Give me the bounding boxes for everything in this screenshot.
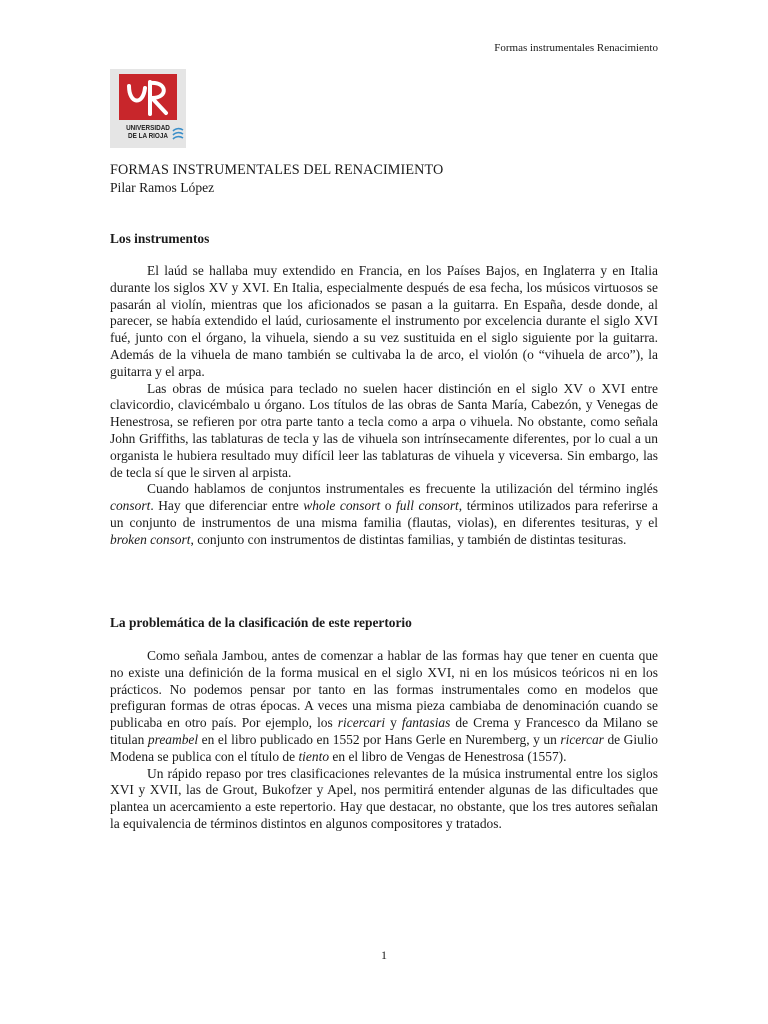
italic-term: fantasias [401,715,451,731]
document-title: FORMAS INSTRUMENTALES DEL RENACIMIENTO [110,162,444,178]
logo-mark-icon [119,74,177,120]
section-body-classification [110,648,658,833]
italic-term: preambel [147,731,199,747]
logo-text-line1: UNIVERSIDAD [126,123,170,132]
paragraph: Las obras de música para teclado no suelen hacer distinción en el siglo XV o XVI entre clavicordio, clavicémbalo u órgano. Los títulos de las obras de Santa María, Cabezón, y Venegas de Henestrosa, se refieren por otra parte tanto a tecla como a arpa o vihuela. No obstante, como señala John Griffiths, las tablaturas de tecla y las de vihuela son intrínsecamente diferentes, por lo cual a un organista le hubiera resultado muy difícil leer las tablaturas de vihuela y viceversa. Sin embargo, las de tecla sí que le sirven al arpista. [110,380,658,480]
page-number: 1 [381,948,387,962]
italic-term: consort [110,498,151,514]
logo-swoosh-icon [172,127,184,141]
section-heading-instruments: Los instrumentos [110,231,210,246]
logo-text-line2: DE LA RIOJA [127,131,169,140]
paragraph: Como señala Jambou, antes de comenzar a hablar de las formas hay que tener en cuenta que no existe una definición de la forma musical en el siglo XVI, ni en los músicos teóricos ni en los prácticos. No podemos pensar por tanto en las formas instrumentales como en modelos que prefiguran formas de otras épocas. A veces una misma pieza cambiaba de denominación cuando se publicaba en otro país. Por ejemplo, los ricercari y fantasias de Crema y Francesco da Milano se titulan preambel en el libro publicado en 1552 por Hans Gerle en Nuremberg, y un ricercar de Giulio Modena se publica con el título de tiento en el libro de Vengas de Henestrosa (1557). [110,648,659,764]
italic-term: ricercari [337,715,386,731]
italic-term: broken consort [110,531,191,547]
section-body-instruments [110,263,658,549]
italic-term: full consort [396,498,459,514]
italic-term: whole consort [303,498,381,514]
running-header: Formas instrumentales Renacimiento [494,42,658,54]
paragraph: Cuando hablamos de conjuntos instrumentales es frecuente la utilización del término inglés consort. Hay que diferenciar entre whole consort o full consort, términos utilizados para referirse a un conjunto de instrumentos de una misma familia (flautas, violas), en diferentes tesituras, y el broken consort, conjunto con instrumentos de distintas familias, y también de distintas tesituras. [110,481,658,547]
italic-term: ricercar [560,731,604,747]
paragraph: Un rápido repaso por tres clasificaciones relevantes de la música instrumental entre los siglos XVI y XVII, las de Grout, Bukofzer y Apel, nos permitirá entender algunas de las dificultades que plantea un acercamiento a este repertorio. Hay que destacar, no obstante, que los tres autores señalan la equivalencia de términos distintos en algunos compositores y tratados. [110,765,658,831]
document-author: Pilar Ramos López [110,180,215,195]
paragraph: El laúd se hallaba muy extendido en Francia, en los Países Bajos, en Inglaterra y en Italia durante los siglos XV y XVI. En Italia, especialmente después de esa fecha, los músicos virtuosos se pasarán al violín, mientras que los aficionados se pasan a la guitarra. En España, desde donde, al parecer, se había extendido el laúd, curiosamente el instrumento por excelencia durante el siglo XVI fué, junto con el órgano, la vihuela, siendo a su vez sustituida en el siglo siguiente por la guitarra. Además de la vihuela de mano también se cultivaba la de arco, el violón (o “vihuela de arco”), la guitarra y el arpa. [110,263,658,379]
section-heading-classification: La problemática de la clasificación de este repertorio [110,615,412,630]
university-logo [110,69,186,148]
italic-term: tiento [298,748,330,764]
